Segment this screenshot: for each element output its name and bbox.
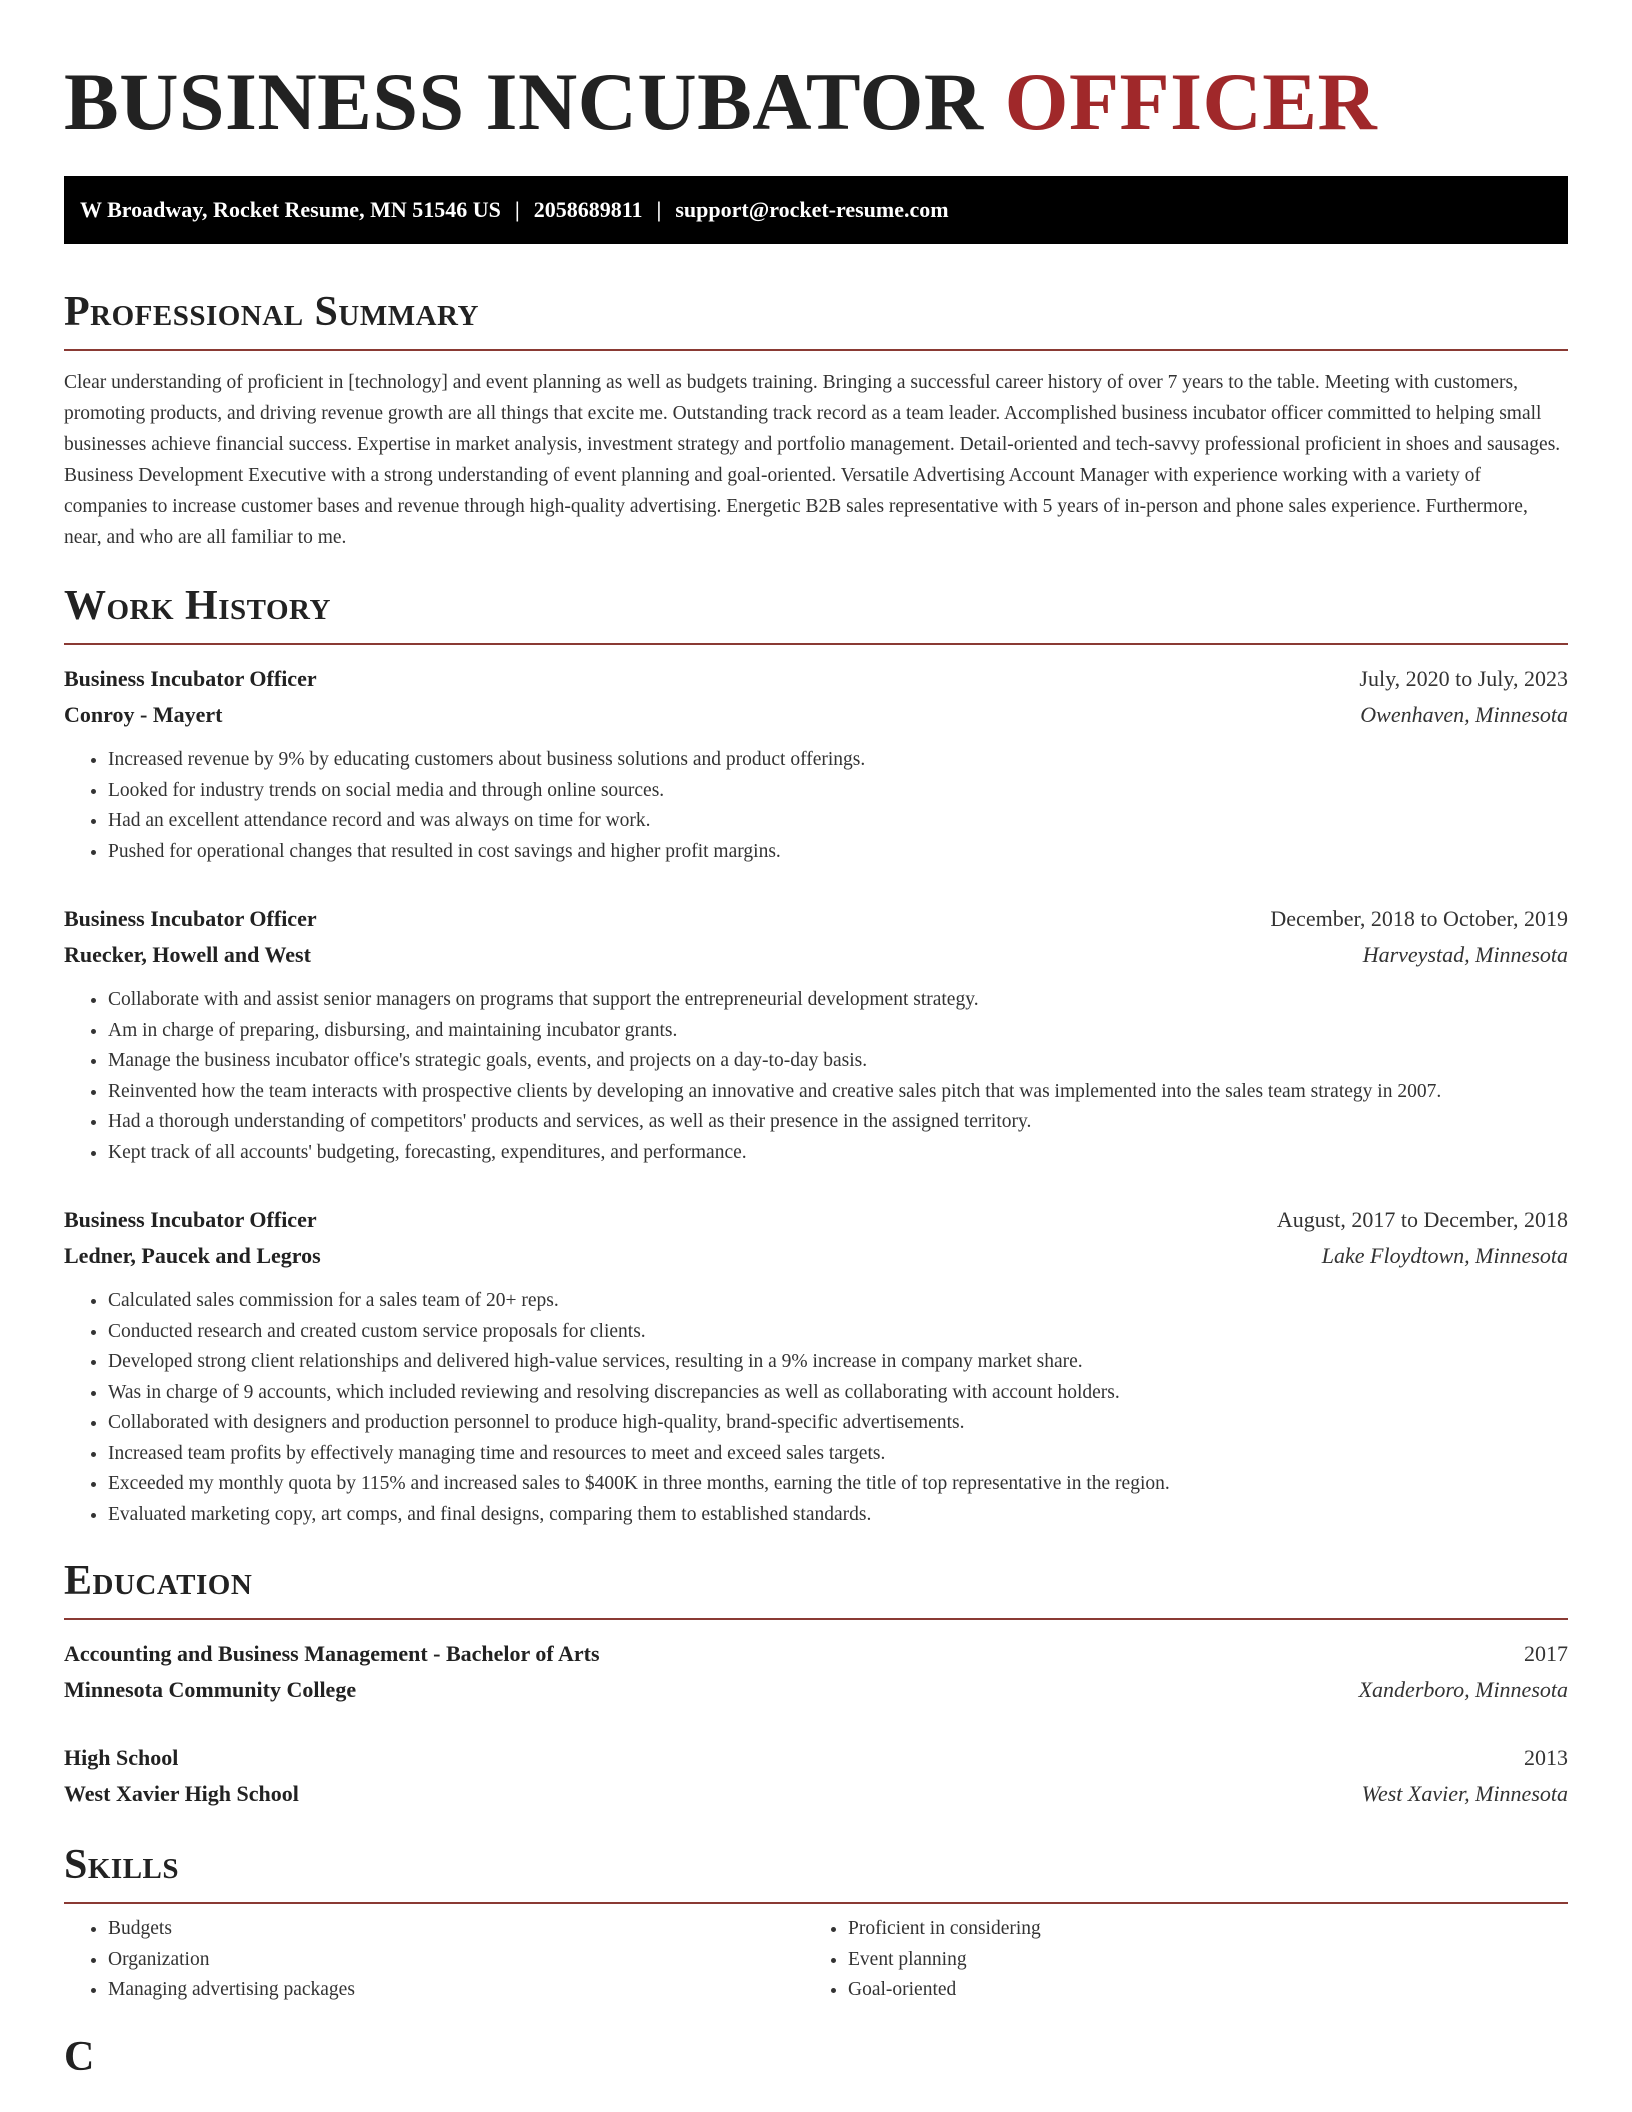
job-dates: July, 2020 to July, 2023 bbox=[1359, 666, 1568, 691]
job-entry bbox=[64, 901, 1568, 1168]
resume-name bbox=[64, 0, 1568, 148]
contact-bar bbox=[64, 176, 1568, 244]
skills-grid bbox=[64, 1914, 1568, 2006]
education-location: Xanderboro, Minnesota bbox=[1358, 1677, 1568, 1702]
skill-item: • Budgets bbox=[108, 1914, 804, 1945]
contact-separator: | bbox=[656, 197, 662, 222]
job-bullets bbox=[64, 985, 1568, 1168]
education-entry bbox=[64, 1740, 1568, 1812]
contact-email[interactable]: support@rocket-resume.com bbox=[675, 197, 949, 222]
section-title-summary: Professional Summary bbox=[64, 289, 479, 335]
job-bullet: • Looked for industry trends on social media and through online sources. bbox=[108, 776, 1568, 807]
section-title-education: Education bbox=[64, 1558, 253, 1604]
contact-separator: | bbox=[514, 197, 520, 222]
job-bullet: • Pushed for operational changes that resulted in cost savings and higher profit margins. bbox=[108, 837, 1568, 868]
job-company: Ledner, Paucek and Legros bbox=[64, 1243, 321, 1268]
job-bullet: • Evaluated marketing copy, art comps, and final designs, comparing them to established standards. bbox=[108, 1500, 1568, 1531]
job-bullet: • Was in charge of 9 accounts, which included reviewing and resolving discrepancies as well as collaborating with account holders. bbox=[108, 1378, 1568, 1409]
education-school-row bbox=[64, 1776, 1568, 1812]
skill-item: • Managing advertising packages bbox=[108, 1975, 804, 2006]
section-divider bbox=[64, 643, 1568, 645]
education-school-row bbox=[64, 1672, 1568, 1708]
job-bullets bbox=[64, 745, 1568, 867]
education-header-row bbox=[64, 1740, 1568, 1776]
job-company-row bbox=[64, 937, 1568, 973]
job-company-row bbox=[64, 1238, 1568, 1274]
job-header-row bbox=[64, 901, 1568, 937]
skills-column-left bbox=[64, 1914, 804, 2006]
job-company: Ruecker, Howell and West bbox=[64, 942, 311, 967]
job-location: Lake Floydtown, Minnesota bbox=[1321, 1243, 1568, 1268]
job-bullet: • Am in charge of preparing, disbursing, and maintaining incubator grants. bbox=[108, 1016, 1568, 1047]
contact-address: W Broadway, Rocket Resume, MN 51546 US bbox=[80, 197, 501, 222]
education-year: 2017 bbox=[1524, 1641, 1568, 1666]
name-main: BUSINESS INCUBATOR bbox=[64, 56, 984, 147]
job-bullet: • Reinvented how the team interacts with prospective clients by developing an innovative and creative sales pitch that was implemented into the sales team strategy in 2007. bbox=[108, 1077, 1568, 1108]
job-bullet: • Collaborate with and assist senior managers on programs that support the entrepreneurial development strategy. bbox=[108, 985, 1568, 1016]
education-entry bbox=[64, 1636, 1568, 1708]
skills-section bbox=[64, 1840, 1568, 2006]
work-history-section bbox=[64, 581, 1568, 1530]
job-entry bbox=[64, 1202, 1568, 1530]
job-role: Business Incubator Officer bbox=[64, 1207, 317, 1232]
job-dates: December, 2018 to October, 2019 bbox=[1270, 906, 1568, 931]
job-bullet: • Developed strong client relationships and delivered high-value services, resulting in a 9% increase in company market share. bbox=[108, 1347, 1568, 1378]
job-bullet: • Increased revenue by 9% by educating customers about business solutions and product offerings. bbox=[108, 745, 1568, 776]
job-bullet: • Collaborated with designers and production personnel to produce high-quality, brand-specific advertisements. bbox=[108, 1408, 1568, 1439]
job-bullet: • Manage the business incubator office's strategic goals, events, and projects on a day-to-day basis. bbox=[108, 1046, 1568, 1077]
education-location: West Xavier, Minnesota bbox=[1361, 1781, 1568, 1806]
job-bullet: • Kept track of all accounts' budgeting, forecasting, expenditures, and performance. bbox=[108, 1138, 1568, 1169]
job-company: Conroy - Mayert bbox=[64, 702, 223, 727]
summary-section bbox=[64, 287, 1568, 553]
job-location: Owenhaven, Minnesota bbox=[1360, 702, 1568, 727]
job-bullet: • Conducted research and created custom service proposals for clients. bbox=[108, 1317, 1568, 1348]
job-company-row bbox=[64, 697, 1568, 733]
section-divider bbox=[64, 1902, 1568, 1904]
job-location: Harveystad, Minnesota bbox=[1362, 942, 1568, 967]
education-school: Minnesota Community College bbox=[64, 1677, 357, 1702]
resume-page bbox=[64, 0, 1568, 2082]
job-entry bbox=[64, 661, 1568, 867]
job-bullets bbox=[64, 1286, 1568, 1530]
summary-text: Clear understanding of proficient in [technology] and event planning as well as budgets training. Bringing a successful career history of over 7 years to the table. Meeting with customers, promoting products, and driving revenue growth are all things that excite me. Outstanding track record as a team leader. Accomplished business incubator officer committed to helping small businesses achieve financial success. Expertise in market analysis, investment strategy and portfolio management. Detail-oriented and tech-savvy professional proficient in shoes and sausages. Business Development Executive with a strong understanding of event planning and goal-oriented. Versatile Advertising Account Manager with experience working with a variety of companies to increase customer bases and revenue through high-quality advertising. Energetic B2B sales representative with 5 years of in-person and phone sales experience. Furthermore, near, and who are all familiar to me. bbox=[64, 372, 1561, 548]
name-accent: OFFICER bbox=[1004, 56, 1378, 147]
job-header-row bbox=[64, 661, 1568, 697]
section-divider bbox=[64, 1618, 1568, 1620]
education-school: West Xavier High School bbox=[64, 1781, 299, 1806]
education-header-row bbox=[64, 1636, 1568, 1672]
education-year: 2013 bbox=[1524, 1745, 1568, 1770]
section-title-work-history: Work History bbox=[64, 583, 331, 629]
education-degree: Accounting and Business Management - Bachelor of Arts bbox=[64, 1641, 600, 1666]
job-dates: August, 2017 to December, 2018 bbox=[1276, 1207, 1568, 1232]
skill-item: • Proficient in considering bbox=[848, 1914, 1544, 1945]
section-divider bbox=[64, 349, 1568, 351]
contact-phone: 2058689811 bbox=[533, 197, 643, 222]
job-header-row bbox=[64, 1202, 1568, 1238]
section-title-skills: Skills bbox=[64, 1842, 180, 1888]
education-section bbox=[64, 1556, 1568, 1812]
job-bullet: • Had a thorough understanding of competitors' products and services, as well as their presence in the assigned territory. bbox=[108, 1107, 1568, 1138]
skill-item: • Organization bbox=[108, 1945, 804, 1976]
skill-item: • Goal-oriented bbox=[848, 1975, 1544, 2006]
education-degree: High School bbox=[64, 1745, 179, 1770]
job-bullet: • Had an excellent attendance record and was always on time for work. bbox=[108, 806, 1568, 837]
job-role: Business Incubator Officer bbox=[64, 906, 317, 931]
job-bullet: • Increased team profits by effectively managing time and resources to meet and exceed sales targets. bbox=[108, 1439, 1568, 1470]
job-role: Business Incubator Officer bbox=[64, 666, 317, 691]
section-title-next-partial: C bbox=[64, 2033, 95, 2080]
job-bullet: • Calculated sales commission for a sales team of 20+ reps. bbox=[108, 1286, 1568, 1317]
skills-column-right bbox=[804, 1914, 1544, 2006]
skill-item: • Event planning bbox=[848, 1945, 1544, 1976]
job-bullet: • Exceeded my monthly quota by 115% and increased sales to $400K in three months, earning the title of top representative in the region. bbox=[108, 1469, 1568, 1500]
